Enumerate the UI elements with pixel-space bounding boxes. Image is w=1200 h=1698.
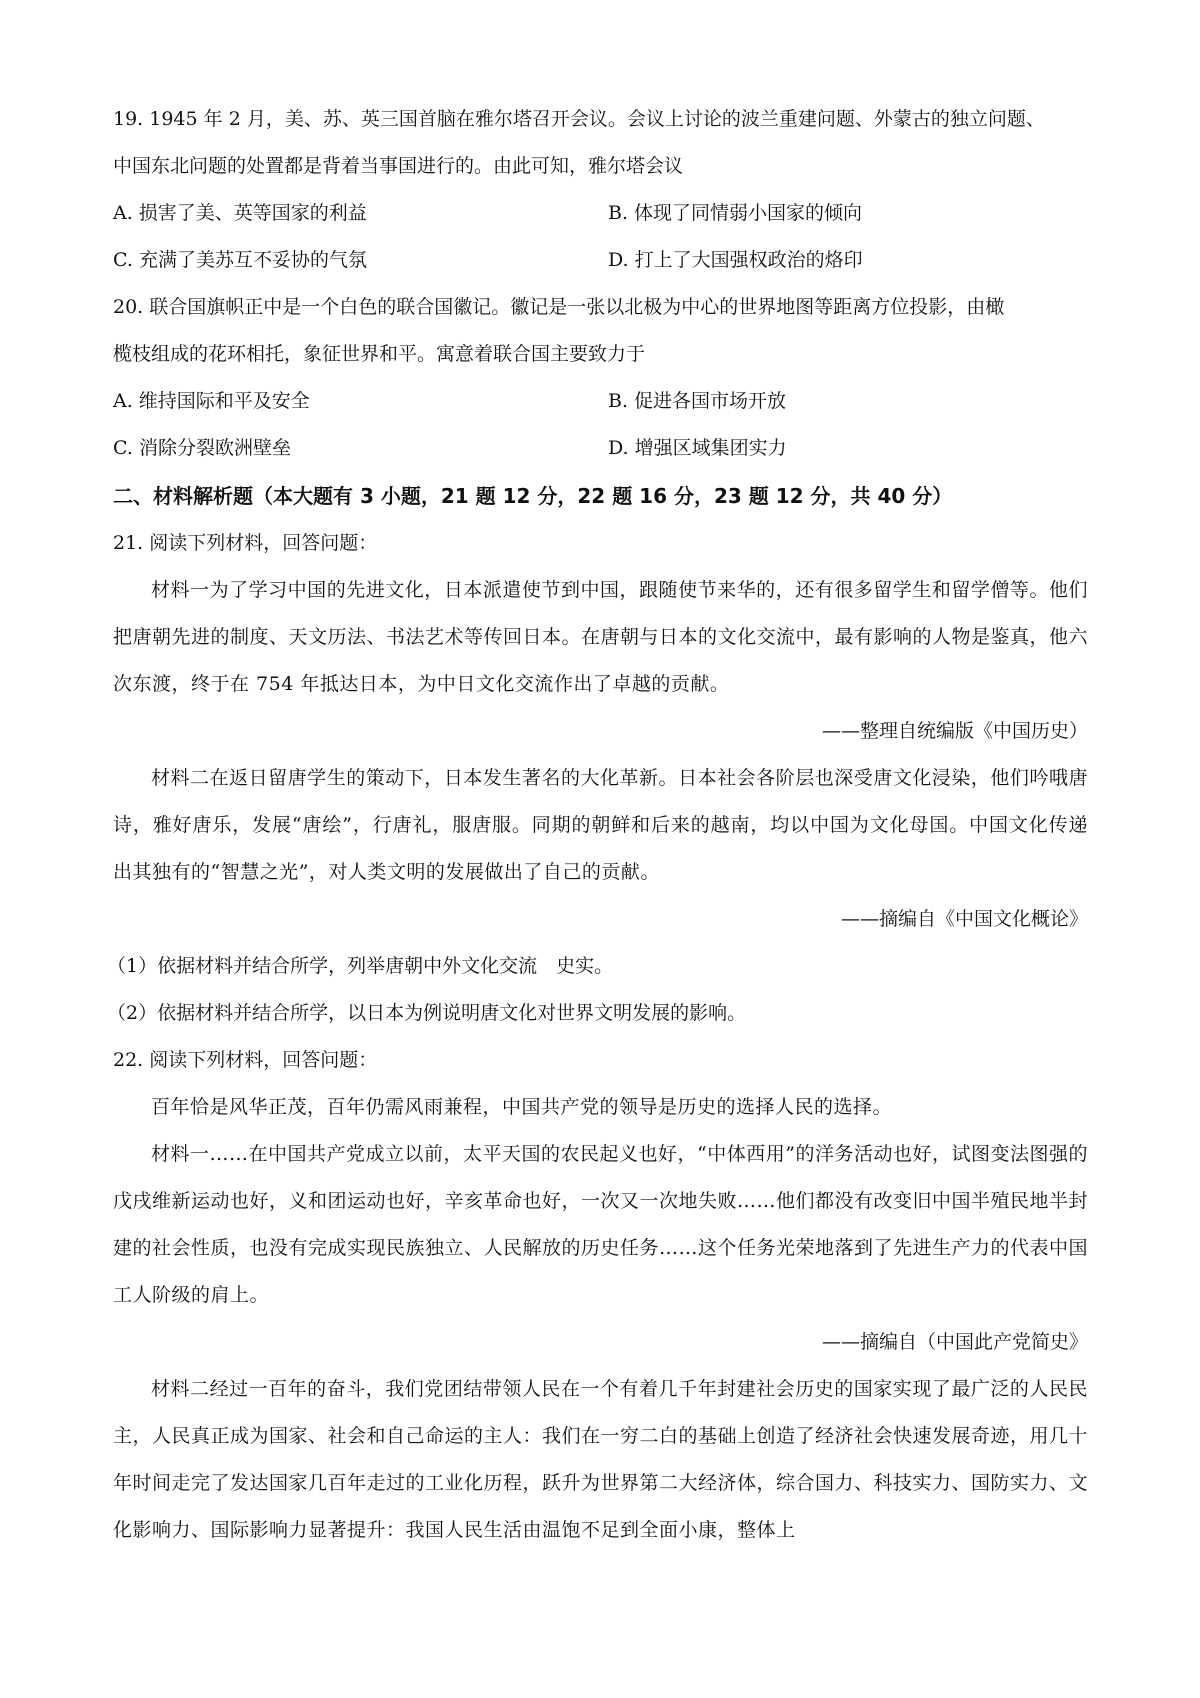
question-21-source-2: ——摘编自《中国文化概论》 (840, 908, 1088, 930)
question-22-material-1: 材料一……在中国共产党成立以前，太平天国的农民起义也好，“中体西用”的洋务活动也好，试图变法图强的戊戌维新运动也好，义和团运动也好，辛亥革命也好，一次又一次地失败……他们都没有改变旧中国半殖民地半封建的社会性质，也没有完成实现民族独立、人民解放的历史任务……这个任务光荣地落到了先进生产力的代表中国工人阶级的肩上。 (113, 1143, 1089, 1306)
question-21 (107, 520, 1089, 1037)
question-20-option-c: C. 消除分裂欧洲壁垒 (113, 437, 291, 459)
question-20-stem-line2: 榄枝组成的花环相托，象征世界和平。寓意着联合国主要致力于 (113, 343, 646, 365)
question-21-material-1: 材料一为了学习中国的先进文化，日本派遣使节到中国，跟随使节来华的，还有很多留学生和留学僧等。他们把唐朝先进的制度、天文历法、书法艺术等传回日本。在唐朝与日本的文化交流中，最有影响的人物是鉴真，他六次东渡，终于在 754 年抵达日本，为中日文化交流作出了卓越的贡献。 (113, 579, 1089, 695)
question-20-options (113, 378, 1088, 472)
exam-page (107, 96, 1089, 1554)
question-22 (113, 1037, 1088, 1554)
question-20-option-a: A. 维持国际和平及安全 (113, 390, 310, 412)
question-21-intro: 21. 阅读下列材料，回答问题： (113, 532, 378, 554)
question-21-source-1: ——整理自统编版《中国历史） (821, 720, 1088, 742)
question-19-options (113, 190, 1088, 284)
question-19-stem-line2: 中国东北问题的处置都是背着当事国进行的。由此可知，雅尔塔会议 (113, 155, 684, 177)
question-19-option-c: C. 充满了美苏互不妥协的气氛 (113, 249, 367, 271)
question-19 (113, 96, 1088, 284)
question-22-material-2: 材料二经过一百年的奋斗，我们党团结带领人民在一个有着几千年封建社会历史的国家实现了最广泛的人民民主，人民真正成为国家、社会和自己命运的主人：我们在一穷二白的基础上创造了经济社会快速发展奇迹，用几十年时间走完了发达国家几百年走过的工业化历程，跃升为世界第二大经济体，综合国力、科技实力、国防实力、文化影响力、国际影响力显著提升：我国人民生活由温饱不足到全面小康，整体上 (113, 1378, 1089, 1541)
question-21-material-2: 材料二在返日留唐学生的策动下，日本发生著名的大化革新。日本社会各阶层也深受唐文化浸染，他们吟哦唐诗，雅好唐乐，发展“唐绘”，行唐礼，服唐服。同期的朝鲜和后来的越南，均以中国为文化母国。中国文化传递出其独有的“智慧之光”，对人类文明的发展做出了自己的贡献。 (113, 767, 1088, 883)
question-19-option-b: B. 体现了同情弱小国家的倾向 (608, 202, 863, 224)
question-19-stem-line1: 19. 1945 年 2 月，美、苏、英三国首脑在雅尔塔召开会议。会议上讨论的波兰重建问题、外蒙古的独立问题、 (113, 108, 1045, 130)
question-20-stem-line1: 20. 联合国旗帜正中是一个白色的联合国徽记。徽记是一张以北极为中心的世界地图等距离方位投影，由橄 (113, 296, 1005, 318)
question-21-sub-2: （2）依据材料并结合所学，以日本为例说明唐文化对世界文明发展的影响。 (107, 1002, 747, 1024)
question-20 (113, 284, 1088, 472)
question-20-option-b: B. 促进各国市场开放 (608, 390, 787, 412)
question-21-sub-1: （1）依据材料并结合所学，列举唐朝中外文化交流 史实。 (107, 955, 614, 977)
question-22-source-1: ——摘编自（中国此产党简史》 (821, 1331, 1088, 1353)
question-22-intro: 22. 阅读下列材料，回答问题： (113, 1049, 378, 1071)
section-2-title: 二、材料解析题（本大题有 3 小题，21 题 12 分，22 题 16 分，23 题 12 分，共 40 分） (113, 484, 953, 508)
question-22-lead: 百年恰是风华正茂，百年仍需风雨兼程，中国共产党的领导是历史的选择人民的选择。 (151, 1096, 893, 1118)
question-20-option-d: D. 增强区域集团实力 (608, 437, 787, 459)
question-19-option-a: A. 损害了美、英等国家的利益 (113, 202, 367, 224)
question-19-option-d: D. 打上了大国强权政治的烙印 (608, 249, 863, 271)
